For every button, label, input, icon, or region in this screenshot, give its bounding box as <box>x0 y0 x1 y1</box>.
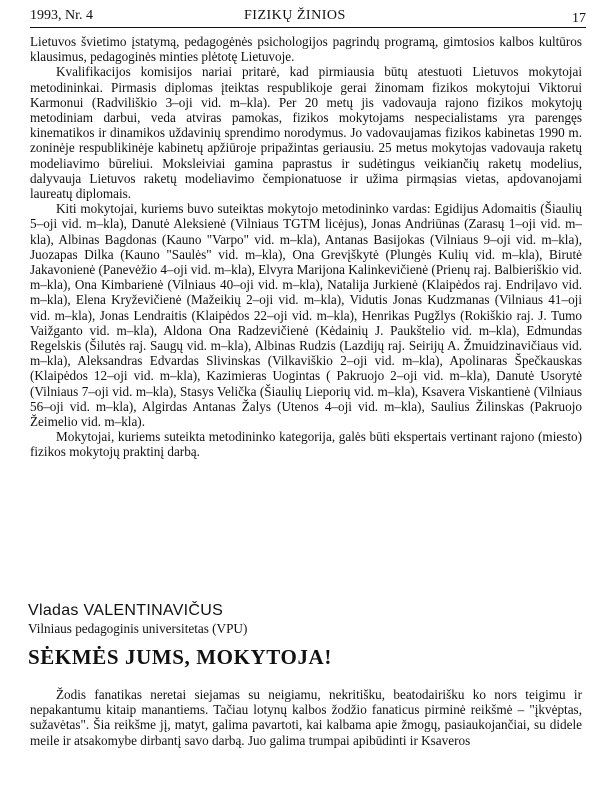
article-affiliation: Vilniaus pedagoginis universitetas (VPU) <box>28 621 248 636</box>
paragraph-karmonas: Kvalifikacijos komisijos nariai pritarė, kad pirmiausia būtų atestuoti Lietuvos mokytojai metodininkai. Pirmasis diplomas įteiktas respublikoje gerai žinomam fizikos mokytojui Viktorui Karmonui (Radviliškio 3–oji vid. m–kla). Per 20 metų jis vadovauja rajono fizikos mokytojų metodiniam darbui, veda atviras pamokas, fizikos mokytojams nespecialistams yra parengęs kinematikos ir dinamikos uždavinių sprendimo norodymus. Jo vadovaujamas fizikos kabinetas 1990 m. zoninėje respublikinėje kabinetų apžiūroje pripažintas geriausiu. 25 metus mokytojas vadovauja raketų modeliavimo būreliui. Moksleiviai gamina paprastus ir sudėtingus veikiančių raketų modelius, dalyvauja Lietuvos raketų modeliavimo čempionatuose ir užima pirmąsias vietas, apdovanojami laureatų diplomais. <box>30 64 582 202</box>
header-rule <box>30 27 586 28</box>
paragraph-teacher-list: Kiti mokytojai, kuriems buvo suteiktas mokytojo metodininko vardas: Egidijus Adomaitis (Šiaulių 5–oji vid. m–kla), Danutė Aleksienė (Vilniaus TGTM licėjus), Jonas Andriūnas (Zarasų 1–oji vid. m–kla), Albinas Bagdonas (Kauno "Varpo" vid. m–kla), Antanas Basijokas (Vilniaus 9–oji vid. m–kla), Juozapas Dilka (Kauno "Saulės" vid. m–kla), Ona Grevįškytė (Plungės Kulių vid. m–kla), Birutė Jakavonienė (Panevėžio 4–oji vid. m–kla), Elvyra Marijona Kalinkevičienė (Prienų raj. Balbieriškio vid. m–kla), Ona Kimbarienė (Vilniaus 40–oji vid. m–kla), Natalija Jurkienė (Klaipėdos raj. Endriļavo vid. m–kla), Elena Kryževičienė (Mažeikių 2–oji vid. m–kla), Vidutis Jonas Kudzmanas (Vilniaus 41–oji vid. m–kla), Jonas Lendraitis (Klaipėdos 22–oji vid. m–kla), Henrikas Pugžlys (Rokiškio raj. J. Tumo Vaižganto vid. m–kla), Aldona Ona Radzevičienė (Kėdainių J. Paukštelio vid. m–kla), Edmundas Regelskis (Šilutės raj. Saugų vid. m–kla), Albinas Rudzis (Lazdijų raj. Seirijų A. Žmuidzinavičiaus vid. m–kla), Aleksandras Edvardas Slivinskas (Vilkaviškio 2–oji vid. m–kla), Apolinaras Špečkauskas (Klaipėdos 12–oji vid. m–kla), Kazimieras Uogintas ( Pakruojo 2–oji vid. m–kla), Danutė Usorytė (Vilniaus 7–oji vid. m–kla), Stasys Velička (Šiaulių Lieporių vid. m–kla), Ksavera Viskantienė (Vilniaus 56–oji vid. m–kla), Algirdas Antanas Žalys (Utenos 4–oji vid. m–kla), Saulius Žilinskas (Pakruojo Žeimelio vid. m–kla). <box>30 201 582 430</box>
issue-label: 1993, Nr. 4 <box>30 8 93 23</box>
article-title: SĖKMĖS JUMS, MOKYTOJA! <box>28 645 332 669</box>
page-header <box>30 8 586 28</box>
paragraph-intro: Lietuvos švietimo įstatymą, pedagogėnės psichologijos pagrindų programą, gimtosios kalbos kultūros klausimus, pedagoginės minties plėtotę Lietuvoje. <box>30 34 582 65</box>
report-body <box>30 34 582 460</box>
journal-title: FIZIKŲ ŽINIOS <box>244 8 346 23</box>
paragraph-experts: Mokytojai, kuriems suteikta metodininko kategorija, galės būti ekspertais vertinant rajono (miesto) fizikos mokytojų praktinį darbą. <box>30 429 582 460</box>
article-body <box>30 687 582 748</box>
article-author: Vladas VALENTINAVIČUS <box>28 602 224 619</box>
article-paragraph: Žodis fanatikas neretai siejamas su neigiamu, nekritišku, beatodairišku ko nors teigimu ir nepakantumu kitaip manantiems. Tačiau lotynų kalbos žodžio fanaticus pirminė reikšmė – "įkvėptas, sužavėtas". Šia reikšme jį, matyt, galima pavartoti, kai kalbama apie žmogų, pasiaukojančiai, su didele meile ir atsakomybe dirbantį savo darbą. Juo galima trumpai apibūdinti ir Ksaveros <box>30 687 582 748</box>
page-number: 17 <box>572 11 586 26</box>
